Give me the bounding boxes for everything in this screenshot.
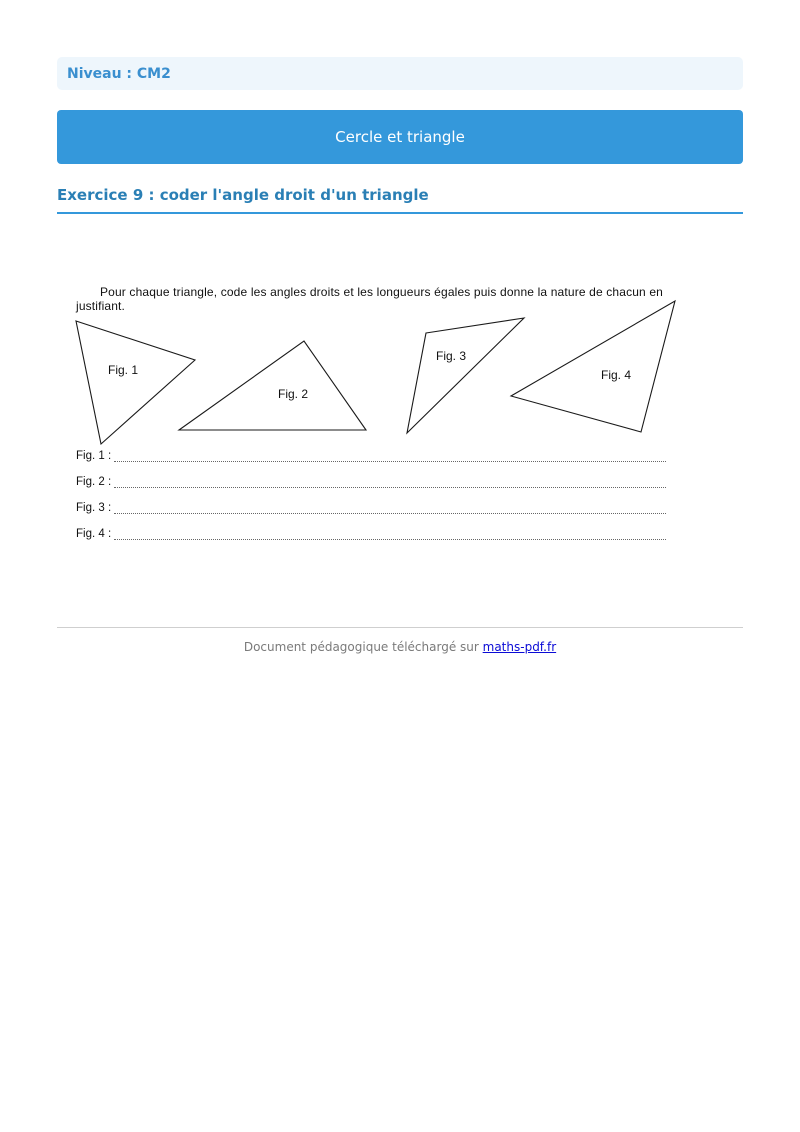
triangle-fig-1 bbox=[76, 321, 195, 444]
answer-dotted-line bbox=[114, 528, 666, 540]
triangle-figures bbox=[0, 0, 800, 460]
exercise-title: Exercice 9 : coder l'angle droit d'un triangle bbox=[57, 186, 429, 204]
figure-label-2: Fig. 2 bbox=[278, 387, 309, 401]
page-title: Cercle et triangle bbox=[335, 128, 465, 146]
footer bbox=[57, 640, 743, 654]
figure-label-4: Fig. 4 bbox=[601, 368, 632, 382]
answer-dotted-line bbox=[114, 502, 666, 514]
answer-label: Fig. 2 : bbox=[76, 476, 112, 488]
figure-label-3: Fig. 3 bbox=[436, 349, 467, 363]
answer-line-fig-4[interactable] bbox=[76, 526, 666, 540]
answer-dotted-line bbox=[114, 476, 666, 488]
answer-label: Fig. 1 : bbox=[76, 450, 112, 462]
answer-line-fig-1[interactable] bbox=[76, 448, 666, 462]
answer-line-fig-3[interactable] bbox=[76, 500, 666, 514]
answer-line-fig-2[interactable] bbox=[76, 474, 666, 488]
level-label: Niveau : CM2 bbox=[67, 65, 171, 82]
footer-site-link[interactable]: maths-pdf.fr bbox=[482, 640, 557, 654]
exercise-instruction: Pour chaque triangle, code les angles droits et les longueurs égales puis donne la nature de chacun en justifiant. bbox=[76, 285, 664, 313]
triangle-fig-4 bbox=[511, 301, 675, 432]
triangle-fig-3 bbox=[407, 318, 524, 433]
answer-dotted-line bbox=[114, 450, 666, 462]
triangle-fig-2 bbox=[179, 341, 366, 430]
footer-divider bbox=[57, 627, 743, 628]
footer-text: Document pédagogique téléchargé sur bbox=[243, 640, 483, 654]
answer-label: Fig. 4 : bbox=[76, 528, 112, 540]
answer-label: Fig. 3 : bbox=[76, 502, 112, 514]
figure-label-1: Fig. 1 bbox=[108, 363, 139, 377]
